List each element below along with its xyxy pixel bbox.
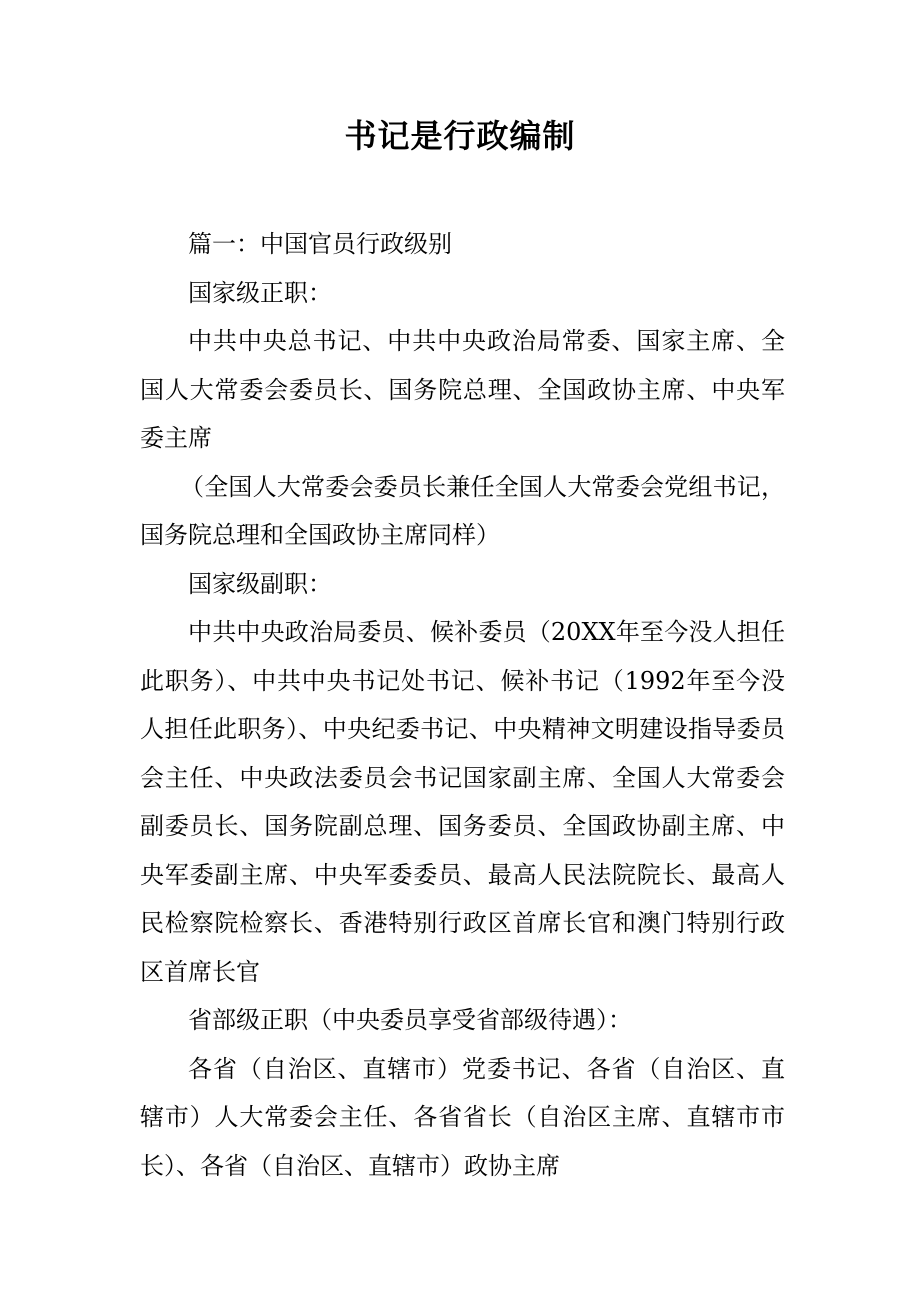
paragraph-national-deputy: 中共中央政治局委员、候补委员（20XX年至今没人担任此职务）、中共中央书记处书记、候补书记（1992年至今没人担任此职务）、中央纪委书记、中央精神文明建设指导委员会主任、中央政法委员会书记国家副主席、全国人大常委会副委员长、国务院副总理、国务委员、全国政协副主席、中央军委副主席、中央军委委员、最高人民法院院长、最高人民检察院检察长、香港特别行政区首席长官和澳门特别行政区首席长官 <box>140 618 785 986</box>
document-body <box>140 220 785 1190</box>
document-title: 书记是行政编制 <box>344 117 576 155</box>
paragraph-provincial-chief: 各省（自治区、直辖市）党委书记、各省（自治区、直辖市）人大常委会主任、各省省长（自治区主席、直辖市市长）、各省（自治区、直辖市）政协主席 <box>140 1054 785 1180</box>
paragraph-note: （全国人大常委会委员长兼任全国人大常委会党组书记，国务院总理和全国政协主席同样） <box>140 472 785 549</box>
paragraph-national-chief: 中共中央总书记、中共中央政治局常委、国家主席、全国人大常委会委员长、国务院总理、全国政协主席、中央军委主席 <box>140 327 785 452</box>
rank-heading-national-chief: 国家级正职： <box>188 278 332 307</box>
section-heading: 篇一：中国官员行政级别 <box>188 230 452 258</box>
rank-heading-national-deputy: 国家级副职： <box>188 569 332 598</box>
rank-heading-provincial-chief: 省部级正职（中央委员享受省部级待遇）： <box>188 1006 632 1034</box>
